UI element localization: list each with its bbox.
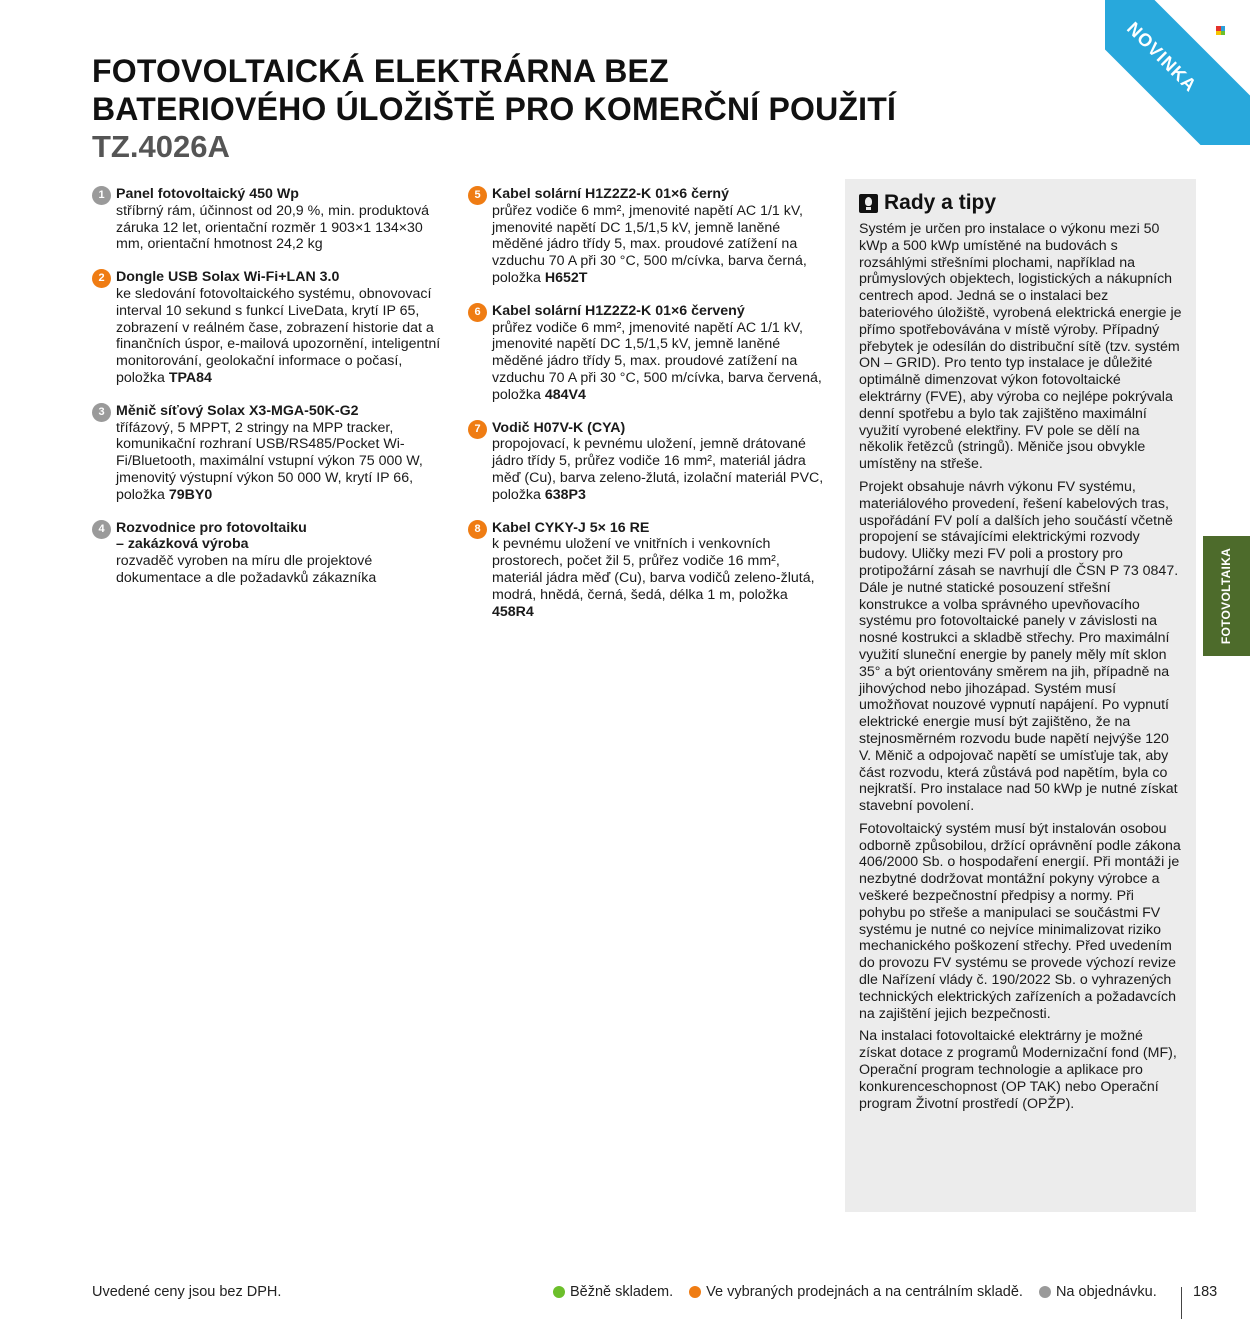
tips-paragraph: Fotovoltaický systém musí být instalován osobou odborně způsobilou, držící oprávnění podle zákona 406/2000 Sb. o hospodaření energií. Při montáži je nezbytné dodržovat montážní pokyny výrobce a veškeré bezpečnostní předpisy a normy. Při pohybu po střeše a manipulaci se součástmi FV systému je nutné co nejvíce minimalizovat riziko mechanického poškození střechy. Před uvedením do provozu FV systému se provede výchozí revize dle Nařízení vlády č. 190/2022 Sb. o vyhrazených technických elektrických zařízeních a požadavcích na zajištění jejich bezpečnosti.: [859, 820, 1181, 1022]
footer-note: Uvedené ceny jsou bez DPH.: [92, 1284, 282, 1300]
availability-legend: [553, 1284, 1173, 1300]
item-title: Rozvodnice pro fotovoltaiku – zakázková výroba: [116, 520, 452, 554]
item-code: 484V4: [544, 386, 586, 403]
product-code: TZ.4026A: [92, 129, 230, 164]
tips-paragraph: Projekt obsahuje návrh výkonu FV systému, materiálového provedení, řešení kabelových tras, uspořádání FV polí a dalších jeho součástí včetně propojení se stávajícími elektrickými rozvody budovy. Uličky mezi FV poli a prostory pro protipožární zásah se navrhují dle ČSN P 73 0847. Dále je nutné statické posouzení střešní konstrukce a volba správného upevňovacího systému pro fotovoltaické panely v závislosti na nosné kostrukci a skladbě střechy. Pro maximální využití sluneční energie by panely měly mít sklon 35° a být orientovány směrem na jih, případně na jihovýchod nebo jihozápad. Systém musí umožňovat nouzové vypnutí napájení. Po vypnutí elektrické energie musí být zajištěno, že na stejnosměrném rozvodu bude napětí nejvýše 120 V. Měnič a odpojovač napětí se umísťuje tak, aby část rozvodu, která zůstává pod napětím, byla co nejkratší. Pro instalace nad 50 kWp je nutné získat stavební povolení.: [859, 478, 1179, 815]
novinka-band: [1105, 0, 1250, 145]
tips-paragraph: Systém je určen pro instalace o výkonu mezi 50 kWp a 500 kWp umístěné na budovách s rozsáhlými střešními plochami, například na průmyslových objektech, logistických a nákupních centrech apod. Jedná se o instalaci bez bateriového úložiště, vyrobená elektrická energie je přímo spotřebovávána v místě výroby. Případný přebytek je odesílán do distribuční sítě (tzv. systém ON – GRID). Pro tento typ instalace je důležité optimálně dimenzovat výkon fotovoltaické elektrárny (FVE), aby výroba co nejlépe pokrývala denní spotřebu a bylo tak zajištěno maximální využití vyrobené elektřiny. FV pole se dělí na několik řetězců (stringů). Měniče jsou obvykle umístěny na střeše.: [859, 221, 1182, 473]
item-description: ke sledování fotovoltaického systému, obnovovací interval 10 sekund s funkcí LiveData, krytí IP 65, zobrazení v reálném čase, zobrazení historie dat a finančních úspor, e-mailová upozornění, inteligentní monitorování, geolokační informace o počasí, položka TPA84: [116, 285, 441, 386]
novinka-label: NOVINKA: [1123, 17, 1202, 96]
page-number: 183: [1193, 1284, 1218, 1300]
item-code: 638P3: [544, 486, 586, 503]
orange-dot-icon: [689, 1286, 701, 1298]
grey-dot-icon: [1039, 1286, 1051, 1298]
items-column-left: [92, 186, 452, 603]
item-title: Vodič H07V-K (CYA): [492, 419, 626, 436]
legend-label: Ve vybraných prodejnách a na centrálním skladě.: [706, 1284, 1023, 1300]
list-item: [92, 186, 452, 253]
legend-label: Na objednávku.: [1055, 1284, 1157, 1300]
tips-header: [859, 191, 1182, 215]
item-title: Kabel CYKY-J 5× 16 RE: [492, 519, 650, 536]
item-number-badge: 8: [468, 520, 487, 539]
list-item: [468, 520, 828, 621]
item-title: Měnič síťový Solax X3-MGA-50K-G2: [116, 402, 359, 419]
item-description: propojovací, k pevnému uložení, jemně drátované jádro třídy 5, průřez vodiče 16 mm², materiál jádra měď (Cu), barva zeleno-žlutá, izolační materiál PVC, položka 638P3: [492, 436, 824, 503]
items-column-middle: [468, 186, 828, 636]
list-item: [468, 420, 828, 504]
item-number-badge: 2: [92, 269, 111, 288]
title-line-2: BATERIOVÉHO ÚLOŽIŠTĚ PRO KOMERČNÍ POUŽITÍ: [92, 91, 897, 127]
item-code: H652T: [544, 269, 588, 286]
item-description: průřez vodiče 6 mm², jmenovité napětí AC 1/1 kV, jmenovité napětí DC 1,5/1,5 kV, jemně laněné měděné jádro třídy 5, max. proudové zatížení na vzduchu 70 A při 30 °C, 500 m/cívka, barva černá, položka H652T: [492, 202, 807, 286]
list-item: [92, 403, 452, 504]
item-number-badge: 7: [468, 420, 487, 439]
item-number-badge: 1: [92, 186, 111, 205]
item-description: k pevnému uložení ve vnitřních i venkovních prostorech, počet žil 5, průřez vodiče 16 mm², materiál jádra měď (Cu), barva vodičů zeleno-žlutá, modrá, hnědá, černá, šedá, délka 1 m, položka 458R4: [492, 536, 815, 620]
item-description: stříbrný rám, účinnost od 20,9 %, min. produktová záruka 12 let, orientační rozměr 1 903×1 134×30 mm, orientační hmotnost 24,2 kg: [116, 202, 430, 253]
item-title: Kabel solární H1Z2Z2-K 01×6 červený: [492, 302, 745, 319]
section-tab-fotovoltaika[interactable]: [1203, 536, 1250, 656]
brand-dots-icon: [1216, 26, 1225, 35]
section-tab-label: FOTOVOLTAIKA: [1219, 547, 1234, 645]
item-description: průřez vodiče 6 mm², jmenovité napětí AC 1/1 kV, jmenovité napětí DC 1,5/1,5 kV, jemně laněné měděné jádro třídy 5, max. proudové zatížení na vzduchu 70 A při 30 °C, 500 m/cívka, barva červená, položka 484V4: [492, 319, 822, 403]
legend-item-in-stock: [553, 1284, 673, 1300]
tips-box: [845, 179, 1196, 1212]
item-code: TPA84: [168, 369, 212, 386]
item-description: rozvaděč vyroben na míru dle projektové dokumentace a dle požadavků zákazníka: [116, 553, 377, 586]
footer-divider: [1181, 1287, 1182, 1319]
list-item: [92, 520, 452, 587]
item-code: 79BY0: [168, 486, 213, 503]
item-code: 458R4: [492, 603, 534, 620]
item-number-badge: 4: [92, 520, 111, 539]
item-number-badge: 6: [468, 303, 487, 322]
item-number-badge: 3: [92, 403, 111, 422]
novinka-corner-ribbon: [1105, 0, 1250, 145]
item-title: Kabel solární H1Z2Z2-K 01×6 černý: [492, 186, 729, 202]
list-item: [468, 186, 828, 287]
lightbulb-icon: [859, 194, 878, 213]
item-number-badge: 5: [468, 186, 487, 205]
item-title: Panel fotovoltaický 450 Wp: [116, 186, 299, 202]
page-title: [92, 52, 932, 128]
item-title: Dongle USB Solax Wi-Fi+LAN 3.0: [116, 269, 340, 286]
item-subtitle: – zakázková výroba: [116, 536, 249, 553]
title-line-1: FOTOVOLTAICKÁ ELEKTRÁRNA BEZ: [92, 53, 669, 89]
legend-item-on-order: [1039, 1284, 1157, 1300]
tips-paragraph: Na instalaci fotovoltaické elektrárny je možné získat dotace z programů Modernizační fond (MF), Operační program technologie a aplikace pro konkurenceschopnost (OP TAK) nebo Operační program Životní prostředí (OPŽP).: [859, 1028, 1177, 1112]
list-item: [468, 303, 828, 404]
legend-item-selected-stores: [689, 1284, 1023, 1300]
legend-label: Běžně skladem.: [570, 1284, 674, 1300]
item-description: třífázový, 5 MPPT, 2 stringy na MPP tracker, komunikační rozhraní USB/RS485/Pocket Wi-Fi/Bluetooth, maximální vstupní výkon 75 000 W, jmenovitý výstupní výkon 50 000 W, krytí IP 66, položka 79BY0: [116, 419, 423, 503]
list-item: [92, 269, 452, 387]
tips-title: Rady a tipy: [884, 191, 997, 214]
green-dot-icon: [553, 1286, 565, 1298]
